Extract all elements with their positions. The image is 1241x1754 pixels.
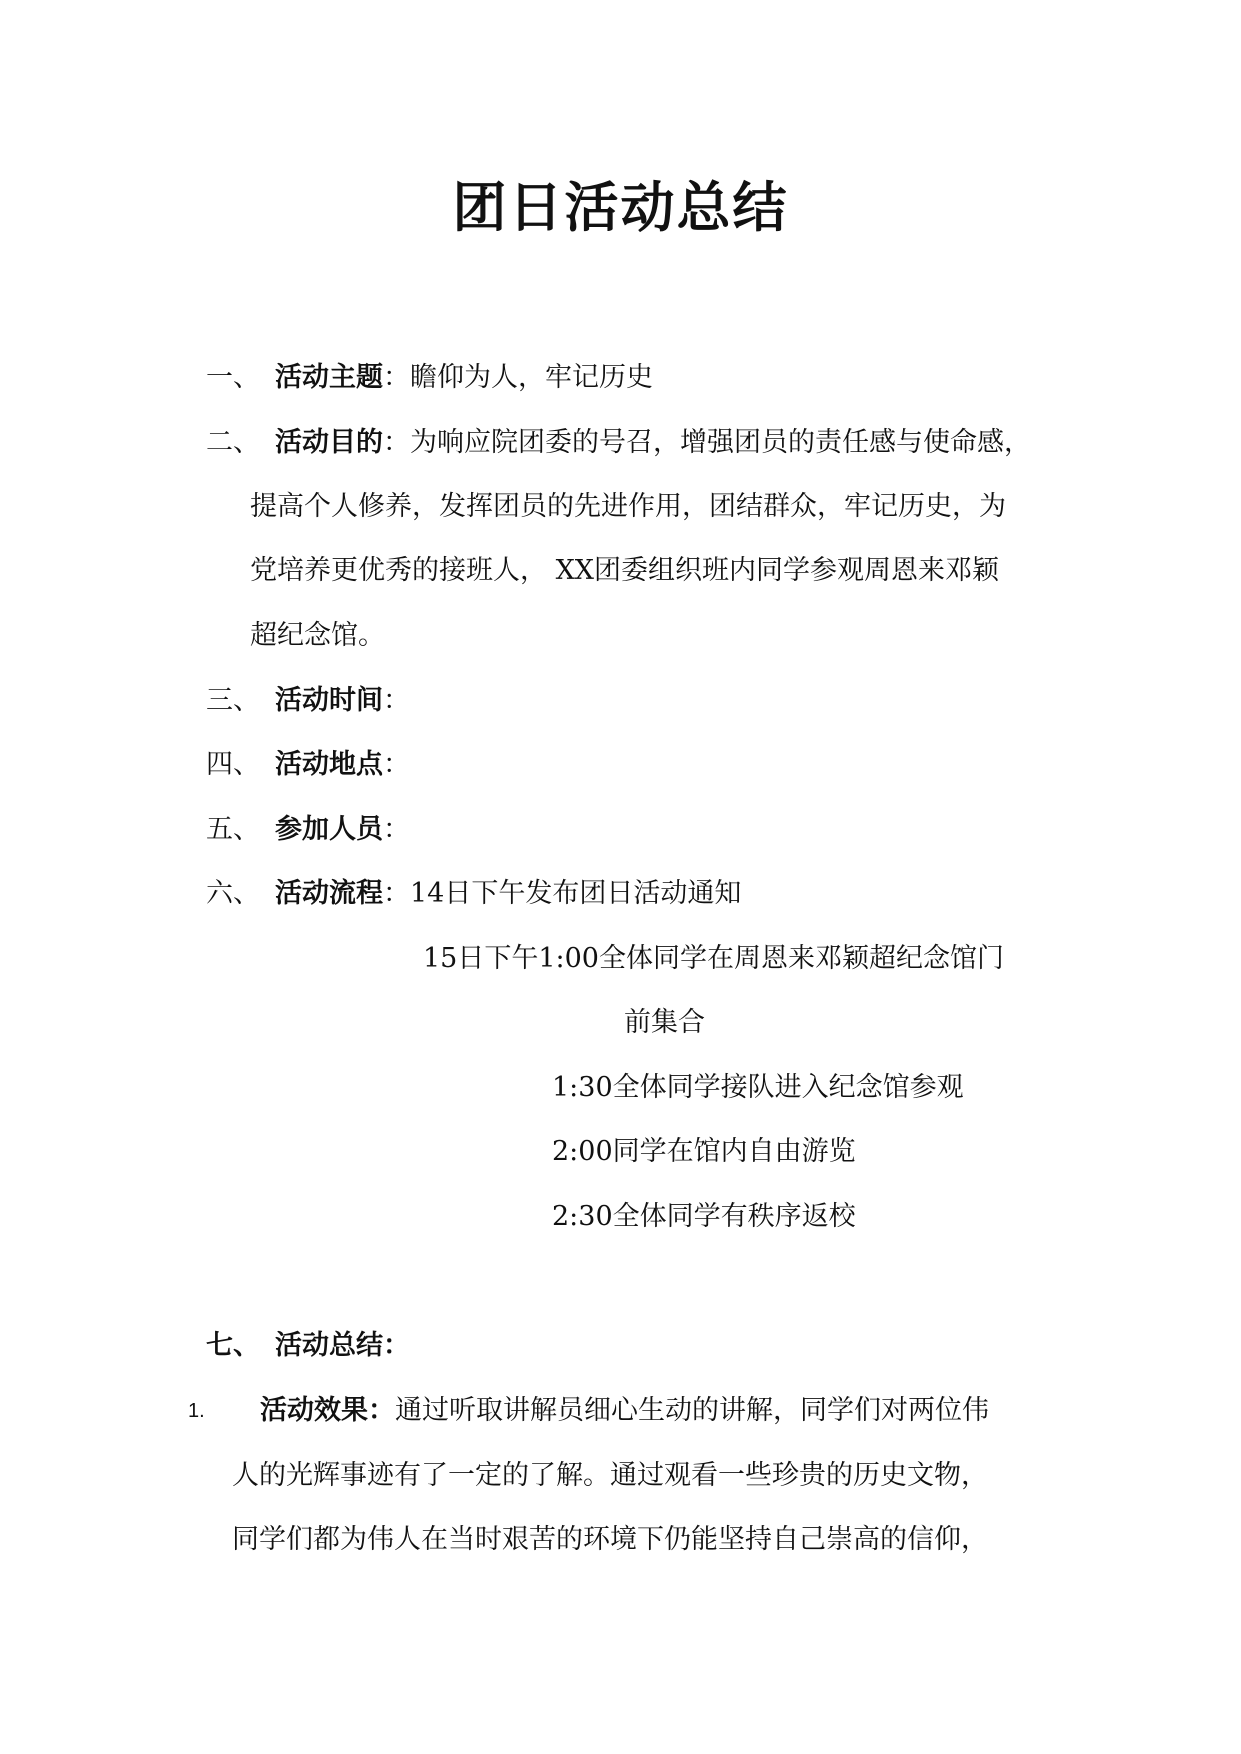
- section-text-line: 为响应院团委的号召，增强团员的责任感与使命感，: [410, 427, 1031, 458]
- section-label: 活动总结: [275, 1330, 383, 1361]
- section-text: 瞻仰为人，牢记历史: [410, 362, 653, 393]
- section-label: 参加人员: [275, 814, 383, 845]
- schedule-line: 2:30全体同学有秩序返校: [552, 1201, 856, 1232]
- schedule-line: 前集合: [624, 1007, 705, 1038]
- item-text-line: 同学们都为伟人在当时艰苦的环境下仍能坚持自己崇高的信仰，: [232, 1524, 988, 1555]
- section-number: 四、: [206, 749, 260, 780]
- document-title: 团日活动总结: [452, 176, 789, 239]
- schedule-line: 2:00同学在馆内自由游览: [552, 1136, 856, 1167]
- section-text-line: 超纪念馆。: [250, 620, 385, 651]
- section-label: 活动主题: [275, 362, 383, 393]
- section-label: 活动地点: [275, 749, 383, 780]
- section-label: 活动流程: [275, 878, 383, 909]
- section-separator: ：: [383, 685, 410, 716]
- section-number: 二、: [206, 427, 260, 458]
- item-label: 活动效果: [260, 1395, 368, 1426]
- section-text-line: 提高个人修养，发挥团员的先进作用，团结群众，牢记历史，为: [250, 491, 1006, 522]
- section-separator: ：: [383, 1330, 410, 1361]
- section-number: 六、: [206, 878, 260, 909]
- section-number: 三、: [206, 685, 260, 716]
- item-separator: ：: [368, 1395, 395, 1426]
- section-separator: ：: [383, 362, 410, 393]
- section-separator: ：: [383, 814, 410, 845]
- item-text-line: 人的光辉事迹有了一定的了解。通过观看一些珍贵的历史文物，: [232, 1460, 988, 1491]
- section-text: 14日下午发布团日活动通知: [410, 878, 742, 909]
- section-separator: ：: [383, 878, 410, 909]
- item-text-line: 通过听取讲解员细心生动的讲解，同学们对两位伟: [395, 1395, 989, 1426]
- section-text-line: 党培养更优秀的接班人， XX团委组织班内同学参观周恩来邓颖: [250, 555, 1000, 586]
- section-separator: ：: [383, 427, 410, 458]
- section-label: 活动目的: [275, 427, 383, 458]
- list-number: 1.: [188, 1400, 205, 1422]
- schedule-line: 1:30全体同学接队进入纪念馆参观: [552, 1072, 964, 1103]
- section-separator: ：: [383, 749, 410, 780]
- section-number: 五、: [206, 814, 260, 845]
- section-label: 活动时间: [275, 685, 383, 716]
- schedule-line: 15日下午1:00全体同学在周恩来邓颖超纪念馆门: [423, 943, 1004, 974]
- section-number: 七、: [206, 1330, 260, 1361]
- section-number: 一、: [206, 362, 260, 393]
